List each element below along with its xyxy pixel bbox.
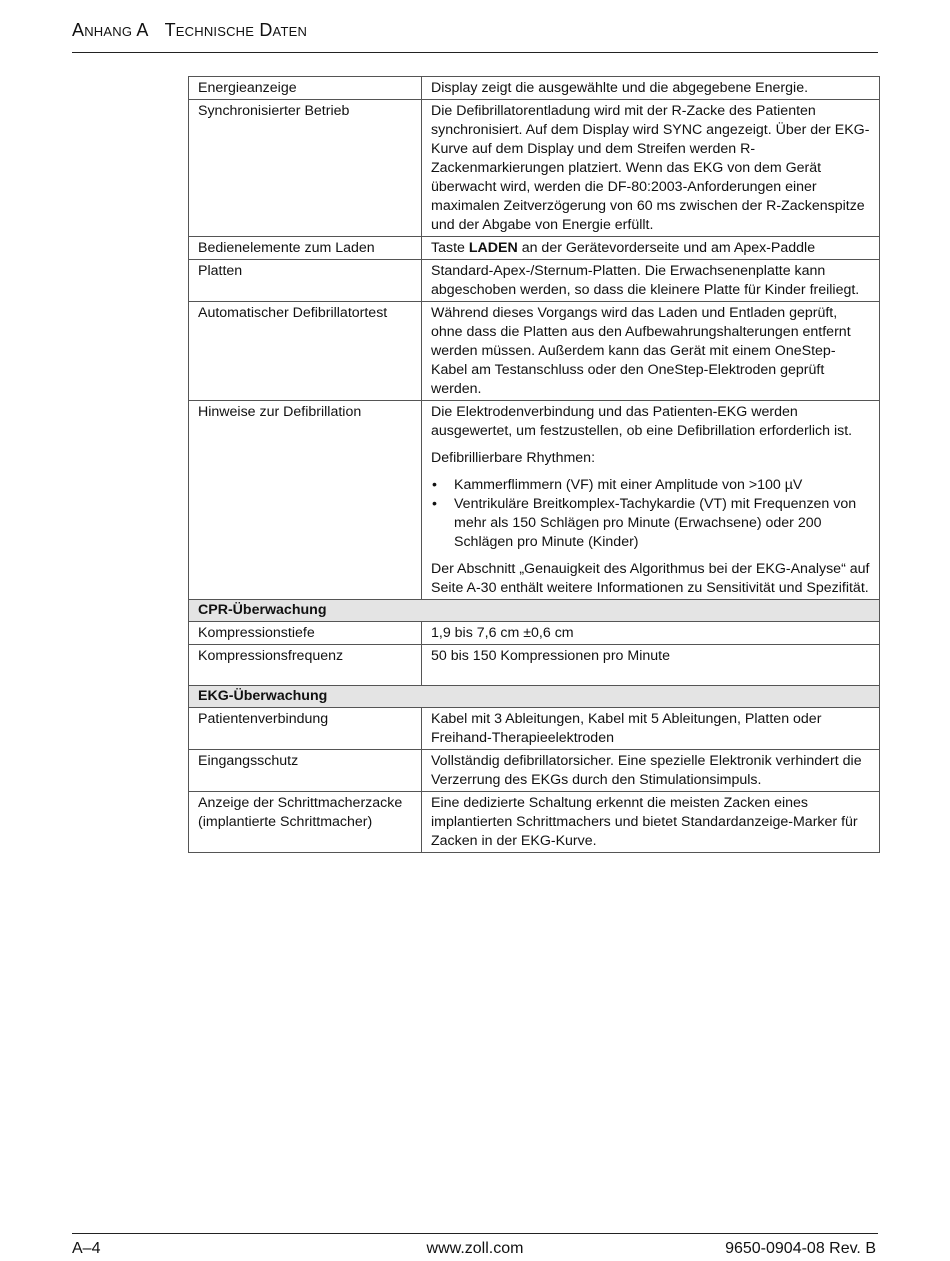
table-row (189, 750, 880, 792)
table-row (189, 792, 880, 853)
row-value: Display zeigt die ausgewählte und die abgegebene Energie. (422, 77, 880, 100)
section-title: Technische Daten (164, 20, 308, 40)
row-label: Platten (189, 260, 422, 302)
row-value: Während dieses Vorgangs wird das Laden und Entladen geprüft, ohne dass die Platten aus den Aufbewahrungshalterungen entfernt werden müssen. Außerdem kann das Gerät mit einem OneStep-Kabel am Testanschluss oder den OneStep-Elektroden geprüft werden. (422, 302, 880, 401)
row-label: Energieanzeige (189, 77, 422, 100)
row-value: Vollständig defibrillatorsicher. Eine spezielle Elektronik verhindert die Verzerrung des EKGs durch den Stimulationsimpuls. (422, 750, 880, 792)
row-label: Kompressionstiefe (189, 622, 422, 645)
table-row (189, 708, 880, 750)
row-label: Anzeige der Schrittmacherzacke (implantierte Schrittmacher) (189, 792, 422, 853)
row-label: Bedienelemente zum Laden (189, 237, 422, 260)
rhythm-list (431, 476, 870, 552)
row-value (422, 401, 880, 600)
row-label: Eingangsschutz (189, 750, 422, 792)
table-row (189, 645, 880, 686)
row-value: 1,9 bis 7,6 cm ±0,6 cm (422, 622, 880, 645)
table-row (189, 302, 880, 401)
row-value (422, 237, 880, 260)
row-label: Synchronisierter Betrieb (189, 100, 422, 237)
section-heading: CPR-Überwachung (189, 600, 880, 622)
rhythms-heading: Defibrillierbare Rhythmen: (431, 450, 596, 466)
list-item: • Kammerflimmern (VF) mit einer Amplitude von >100 µV (431, 476, 870, 495)
document-number: 9650-0904-08 Rev. B (725, 1240, 876, 1257)
charge-suffix: an der Gerätevorderseite und am Apex-Paddle (521, 240, 816, 256)
website-link[interactable]: www.zoll.com (426, 1240, 524, 1257)
table-row (189, 77, 880, 100)
row-value: 50 bis 150 Kompressionen pro Minute (422, 645, 880, 686)
list-item: • Ventrikuläre Breitkomplex-Tachykardie (VT) mit Frequenzen von mehr als 150 Schlägen pro Minute (Erwachsene) oder 200 Schlägen pro Minute (Kinder) (431, 495, 870, 552)
specifications-table (188, 76, 880, 853)
page-header (72, 18, 878, 53)
table-row (189, 622, 880, 645)
row-label: Kompressionsfrequenz (189, 645, 422, 686)
charge-key-label: LADEN (468, 240, 518, 256)
section-row-ecg (189, 686, 880, 708)
appendix-label: Anhang A (72, 20, 149, 40)
section-row-cpr (189, 600, 880, 622)
table-row (189, 237, 880, 260)
row-label: Automatischer Defibrillatortest (189, 302, 422, 401)
row-label: Patientenverbindung (189, 708, 422, 750)
page-number: A–4 (72, 1240, 101, 1257)
row-value: Die Defibrillatorentladung wird mit der R-Zacke des Patienten synchronisiert. Auf dem Display wird SYNC angezeigt. Über der EKG-Kurve auf dem Display und dem Streifen werden R-Zackenmarkierungen platziert. Wenn das EKG von dem Gerät überwacht wird, werden die DF-80:2003-Anforderungen einer maximalen Zeitverzögerung von 60 ms zwischen der R-Zackenspitze und der Abgabe von Energie erfüllt. (422, 100, 880, 237)
section-heading: EKG-Überwachung (189, 686, 880, 708)
table-row (189, 260, 880, 302)
charge-prefix: Taste (431, 240, 465, 256)
table-row (189, 401, 880, 600)
row-value: Kabel mit 3 Ableitungen, Kabel mit 5 Ableitungen, Platten oder Freihand-Therapieelektroden (422, 708, 880, 750)
advice-reference: Der Abschnitt „Genauigkeit des Algorithmus bei der EKG-Analyse“ auf Seite A-30 enthält weitere Informationen zu Sensitivität und Spezifität. (431, 561, 870, 596)
row-value: Eine dedizierte Schaltung erkennt die meisten Zacken eines implantierten Schrittmachers und bietet Standardanzeige-Marker für Zacken in der EKG-Kurve. (422, 792, 880, 853)
header-title (72, 20, 307, 41)
row-label: Hinweise zur Defibrillation (189, 401, 422, 600)
advice-paragraph: Die Elektrodenverbindung und das Patienten-EKG werden ausgewertet, um festzustellen, ob eine Defibrillation erforderlich ist. (431, 404, 853, 439)
page-footer (72, 1233, 878, 1261)
row-value: Standard-Apex-/Sternum-Platten. Die Erwachsenenplatte kann abgeschoben werden, so dass die kleinere Platte für Kinder freiliegt. (422, 260, 880, 302)
table-row (189, 100, 880, 237)
